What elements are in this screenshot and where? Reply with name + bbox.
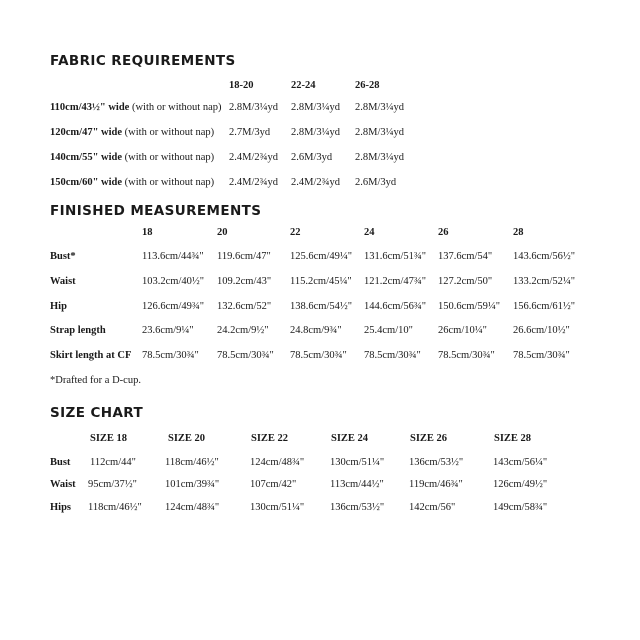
size-col-header: SIZE 26 [410, 433, 448, 444]
finished-col-header: 28 [513, 227, 524, 238]
size-col-header: SIZE 20 [168, 433, 206, 444]
fabric-cell: 2.7M/3yd [229, 127, 271, 138]
size-cell: 126cm/49½" [493, 479, 548, 490]
fabric-row-label [50, 153, 214, 164]
fabric-cell: 2.8M/3¼yd [355, 152, 405, 163]
size-cell: 130cm/51¼" [250, 502, 305, 513]
finished-cell: 24.8cm/9¾" [290, 325, 342, 336]
size-cell: 136cm/53½" [409, 457, 464, 468]
finished-cell: 119.6cm/47" [217, 251, 271, 262]
size-cell: 130cm/51¼" [330, 457, 385, 468]
fabric-cell: 2.8M/3¼yd [355, 102, 405, 113]
size-col-header: SIZE 24 [331, 433, 369, 444]
fabric-width: 110cm/43½" wide [50, 102, 130, 113]
size-cell: 143cm/56¼" [493, 457, 548, 468]
fabric-nap-note: (with or without nap) [122, 177, 215, 188]
finished-cell: 131.6cm/51¾" [364, 251, 427, 262]
fabric-nap-note: (with or without nap) [122, 152, 215, 163]
size-cell: 124cm/48¾" [165, 502, 220, 513]
finished-cell: 78.5cm/30¾" [217, 350, 274, 361]
finished-cell: 143.6cm/56½" [513, 251, 576, 262]
finished-cell: 78.5cm/30¾" [513, 350, 570, 361]
finished-cell: 125.6cm/49¼" [290, 251, 353, 262]
size-cell: 113cm/44½" [330, 479, 384, 490]
fabric-requirements-heading: FABRIC REQUIREMENTS [50, 53, 236, 69]
finished-col-header: 26 [438, 227, 449, 238]
finished-cell: 24.2cm/9½" [217, 325, 269, 336]
size-row-label: Bust [50, 457, 71, 468]
fabric-cell: 2.6M/3yd [291, 152, 333, 163]
size-cell: 149cm/58¾" [493, 502, 548, 513]
size-cell: 142cm/56" [409, 502, 456, 513]
finished-cell: 137.6cm/54" [438, 251, 493, 262]
finished-cell: 127.2cm/50" [438, 276, 493, 287]
finished-cell: 138.6cm/54½" [290, 301, 353, 312]
finished-col-header: 22 [290, 227, 301, 238]
finished-cell: 121.2cm/47¾" [364, 276, 427, 287]
finished-cell: 23.6cm/9¼" [142, 325, 194, 336]
size-cell: 95cm/37½" [88, 479, 137, 490]
size-cell: 107cm/42" [250, 479, 297, 490]
fabric-col-header: 26-28 [355, 80, 380, 91]
finished-cell: 150.6cm/59¼" [438, 301, 501, 312]
finished-row-label: Bust* [50, 251, 76, 262]
finished-col-header: 18 [142, 227, 153, 238]
finished-cell: 144.6cm/56¾" [364, 301, 427, 312]
size-cell: 119cm/46¾" [409, 479, 463, 490]
fabric-nap-note: (with or without nap) [122, 127, 215, 138]
finished-cell: 103.2cm/40½" [142, 276, 205, 287]
finished-cell: 109.2cm/43" [217, 276, 272, 287]
fabric-width: 120cm/47" wide [50, 127, 123, 138]
finished-cell: 113.6cm/44¾" [142, 251, 204, 262]
finished-cell: 133.2cm/52¼" [513, 276, 576, 287]
size-cell: 118cm/46½" [88, 502, 142, 513]
finished-cell: 78.5cm/30¾" [364, 350, 421, 361]
finished-cell: 115.2cm/45¼" [290, 276, 352, 287]
finished-measurements-heading: FINISHED MEASUREMENTS [50, 203, 262, 219]
finished-cell: 78.5cm/30¾" [142, 350, 199, 361]
finished-cell: 78.5cm/30¾" [290, 350, 347, 361]
fabric-col-header: 22-24 [291, 80, 316, 91]
size-cell: 112cm/44" [90, 457, 136, 468]
size-col-header: SIZE 22 [251, 433, 289, 444]
fabric-col-header: 18-20 [229, 80, 254, 91]
finished-row-label: Strap length [50, 325, 106, 336]
fabric-cell: 2.8M/3¼yd [291, 102, 341, 113]
size-row-label: Waist [50, 479, 76, 490]
fabric-row-label [50, 178, 214, 189]
finished-cell: 156.6cm/61½" [513, 301, 576, 312]
size-cell: 118cm/46½" [165, 457, 219, 468]
fabric-cell: 2.4M/2¾yd [291, 177, 341, 188]
fabric-row-label [50, 128, 214, 139]
finished-cell: 78.5cm/30¾" [438, 350, 495, 361]
finished-cell: 132.6cm/52" [217, 301, 272, 312]
size-col-header: SIZE 28 [494, 433, 532, 444]
fabric-width: 150cm/60" wide [50, 177, 123, 188]
finished-col-header: 24 [364, 227, 375, 238]
finished-col-header: 20 [217, 227, 228, 238]
size-cell: 101cm/39¾" [165, 479, 220, 490]
size-cell: 136cm/53½" [330, 502, 385, 513]
fabric-cell: 2.8M/3¼yd [355, 127, 405, 138]
size-chart-heading: SIZE CHART [50, 405, 144, 421]
finished-cell: 26cm/10¼" [438, 325, 487, 336]
finished-row-label: Waist [50, 276, 76, 287]
size-cell: 124cm/48¾" [250, 457, 305, 468]
fabric-cell: 2.4M/2¾yd [229, 177, 279, 188]
fabric-width: 140cm/55" wide [50, 152, 123, 163]
fabric-cell: 2.8M/3¼yd [291, 127, 341, 138]
finished-row-label: Hip [50, 301, 67, 312]
finished-cell: 126.6cm/49¾" [142, 301, 205, 312]
finished-cell: 26.6cm/10½" [513, 325, 570, 336]
finished-row-label: Skirt length at CF [50, 350, 132, 361]
finished-footnote: *Drafted for a D-cup. [50, 375, 141, 386]
size-col-header: SIZE 18 [90, 433, 128, 444]
finished-cell: 25.4cm/10" [364, 325, 413, 336]
fabric-row-label [50, 103, 221, 114]
fabric-nap-note: (with or without nap) [129, 102, 222, 113]
size-row-label: Hips [50, 502, 72, 513]
fabric-cell: 2.6M/3yd [355, 177, 397, 188]
fabric-cell: 2.4M/2¾yd [229, 152, 279, 163]
fabric-cell: 2.8M/3¼yd [229, 102, 279, 113]
